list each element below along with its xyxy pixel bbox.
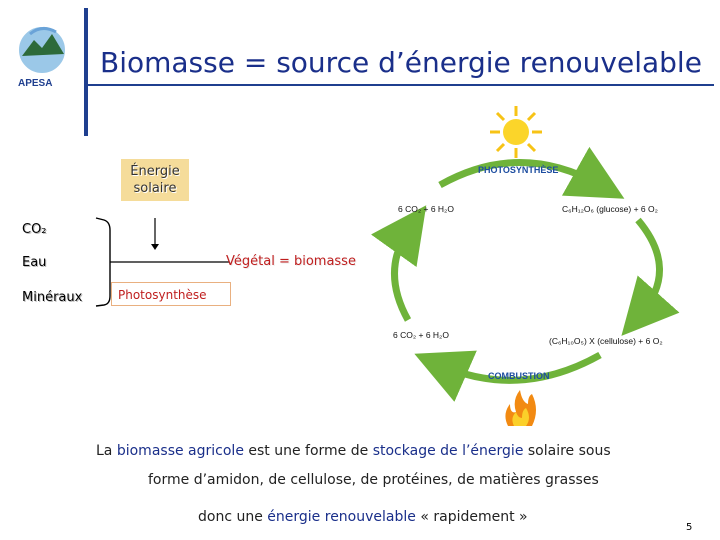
process-label-box: Photosynthèse [111, 282, 231, 306]
page-number: 5 [686, 522, 693, 533]
energy-label-box: Énergie solaire [121, 159, 189, 201]
svg-text:APESA: APESA [18, 78, 53, 89]
input-mineraux: Minéraux [22, 290, 83, 305]
highlight-stockage: stockage de l’énergie [372, 443, 524, 459]
output-label: Végétal = biomasse [226, 254, 356, 269]
body-line-1: La biomasse agricole est une forme de stockage de l’énergie solaire sous [96, 443, 611, 459]
highlight-biomasse-agricole: biomasse agricole [116, 443, 244, 459]
equation-bottom-right: (C₆H₁₀O₅) X (cellulose) + 6 O₂ [549, 336, 663, 346]
combustion-heading: COMBUSTION [488, 371, 550, 381]
sun-icon [488, 104, 544, 160]
body-line-2: forme d’amidon, de cellulose, de protéines, de matières grasses [148, 472, 599, 488]
body-line-3: donc une énergie renouvelable « rapidement » [198, 509, 528, 525]
input-eau: Eau [22, 255, 47, 270]
equation-top-right: C₆H₁₂O₆ (glucose) + 6 O₂ [562, 204, 658, 214]
photosynthese-heading: PHOTOSYNTHÈSE [478, 165, 559, 175]
slide-title: Biomasse = source d’énergie renouvelable [100, 46, 702, 79]
input-co2: CO₂ [22, 222, 47, 237]
equation-bottom-left: 6 CO₂ + 6 H₂O [393, 330, 449, 340]
highlight-energie-renouvelable: énergie renouvelable [267, 509, 416, 525]
equation-top-left: 6 CO₂ + 6 H₂O [398, 204, 454, 214]
fire-icon [500, 388, 540, 428]
